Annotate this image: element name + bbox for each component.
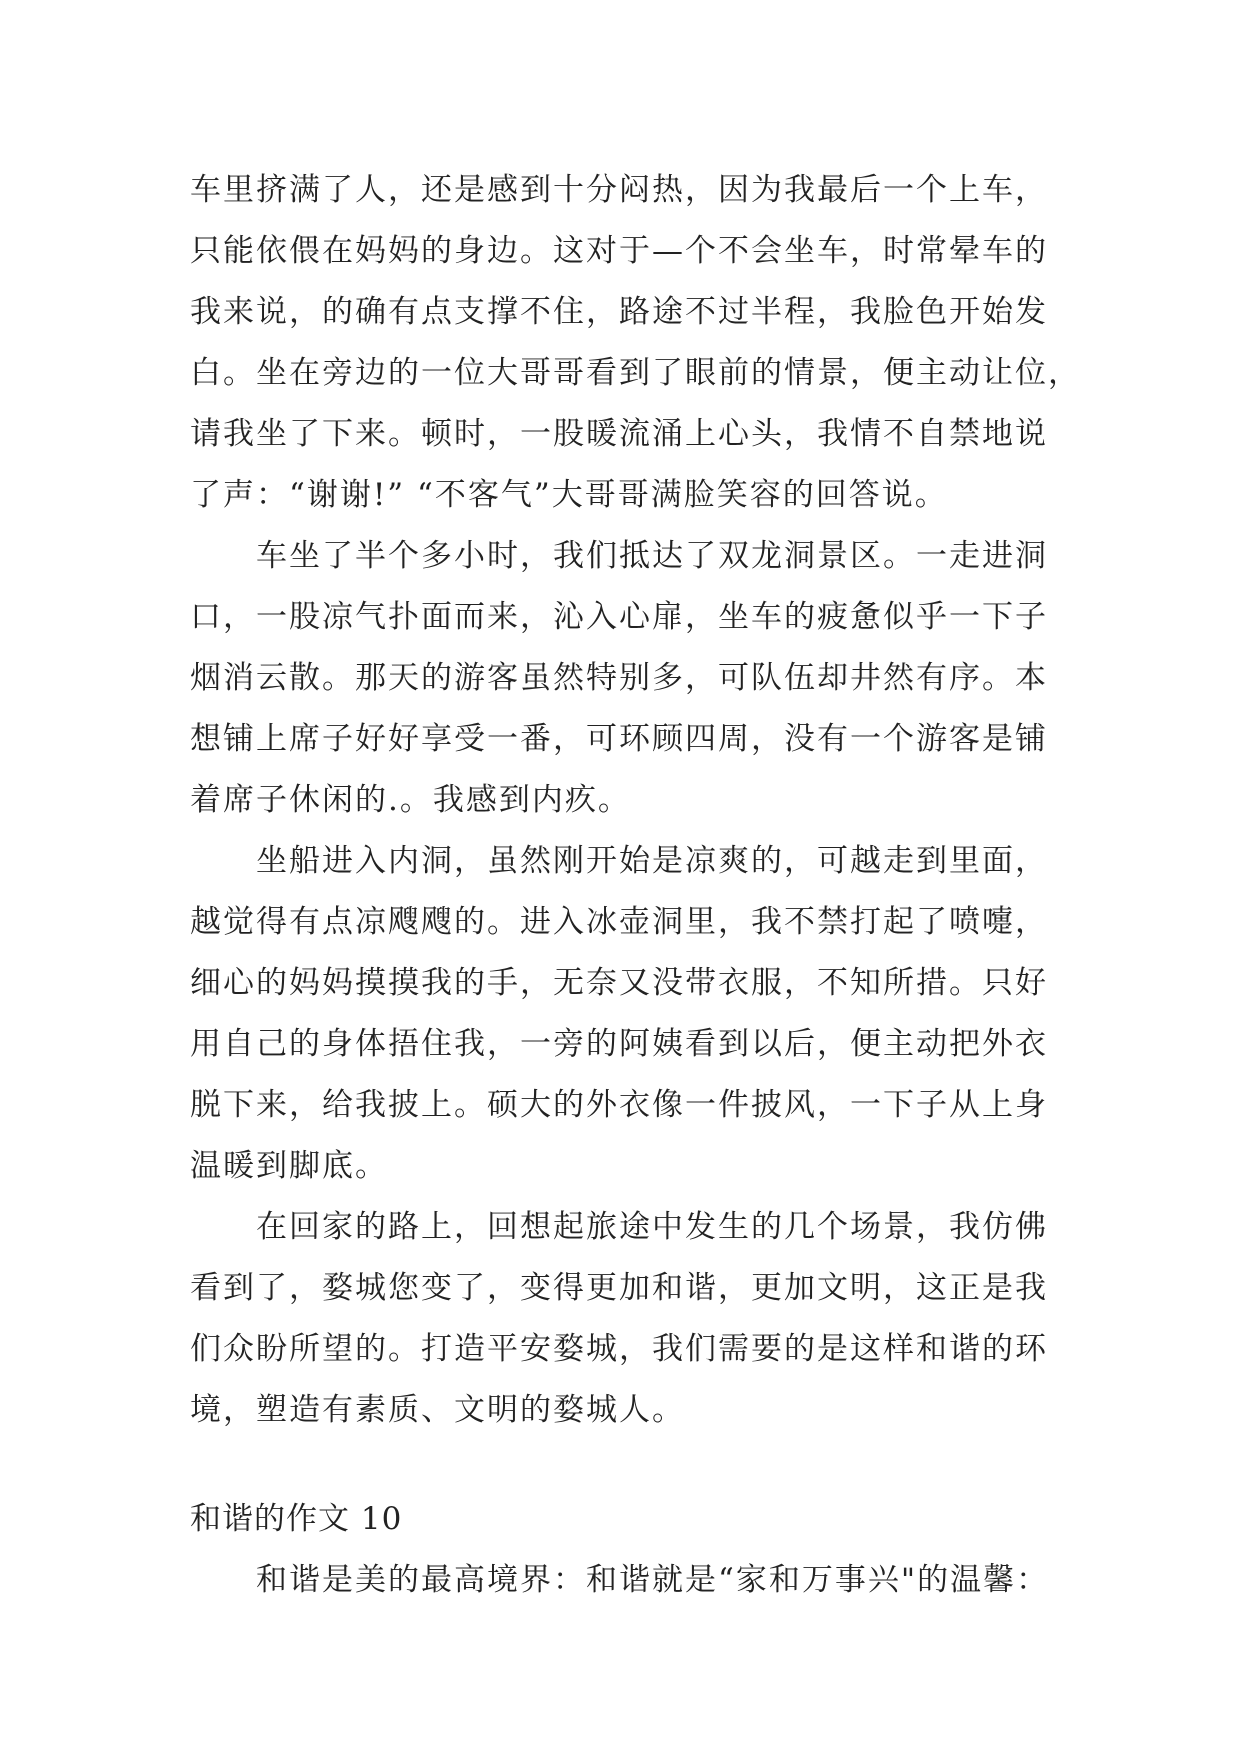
text-line: 请我坐了下来。顿时，一股暖流涌上心头，我情不自禁地说 [190, 416, 1048, 452]
text-line: 烟消云散。那天的游客虽然特别多，可队伍却井然有序。本 [190, 660, 1048, 696]
text-line: 车坐了半个多小时，我们抵达了双龙洞景区。一走进洞 [190, 538, 1048, 574]
text-line: 只能依偎在妈妈的身边。这对于—个不会坐车，时常晕车的 [190, 233, 1048, 269]
text-line: 脱下来，给我披上。硕大的外衣像一件披风，一下子从上身 [190, 1087, 1048, 1123]
text-line: 车里挤满了人，还是感到十分闷热，因为我最后一个上车， [190, 172, 1048, 208]
text-line: 在回家的路上，回想起旅途中发生的几个场景，我仿佛 [190, 1209, 1048, 1245]
text-line: 我来说，的确有点支撑不住，路途不过半程，我脸色开始发 [190, 294, 1048, 330]
text-line: 们众盼所望的。打造平安婺城，我们需要的是这样和谐的环 [190, 1331, 1048, 1367]
text-line: 境，塑造有素质、文明的婺城人。 [190, 1392, 685, 1428]
text-line: 和谐是美的最高境界：和谐就是“家和万事兴"的温馨： [190, 1562, 1050, 1598]
paragraph [190, 831, 1050, 1197]
paragraph [190, 160, 1081, 526]
paragraph [190, 1197, 1050, 1441]
paragraph [190, 526, 1050, 831]
text-line: 温暖到脚底。 [190, 1148, 388, 1184]
text-line: 了声：“谢谢!” “不客气”大哥哥满脸笑容的回答说。 [190, 477, 948, 513]
text-line: 看到了，婺城您变了，变得更加和谐，更加文明，这正是我 [190, 1270, 1048, 1306]
section-title: 和谐的作文 10 [190, 1501, 403, 1537]
text-line: 白。坐在旁边的一位大哥哥看到了眼前的情景，便主动让位， [190, 355, 1081, 391]
text-line: 越觉得有点凉飕飕的。进入冰壶洞里，我不禁打起了喷嚏， [190, 904, 1048, 940]
text-line: 用自己的身体捂住我，一旁的阿姨看到以后，便主动把外衣 [190, 1026, 1048, 1062]
paragraph [190, 1550, 1050, 1611]
text-line: 细心的妈妈摸摸我的手，无奈又没带衣服，不知所措。只好 [190, 965, 1048, 1001]
text-line: 口，一股凉气扑面而来，沁入心扉，坐车的疲惫似乎一下子 [190, 599, 1048, 635]
document-body [190, 160, 1081, 1611]
text-line: 着席子休闲的.。我感到内疚。 [190, 782, 631, 818]
text-line: 想铺上席子好好享受一番，可环顾四周，没有一个游客是铺 [190, 721, 1048, 757]
text-line: 坐船进入内洞，虽然刚开始是凉爽的，可越走到里面， [190, 843, 1048, 879]
